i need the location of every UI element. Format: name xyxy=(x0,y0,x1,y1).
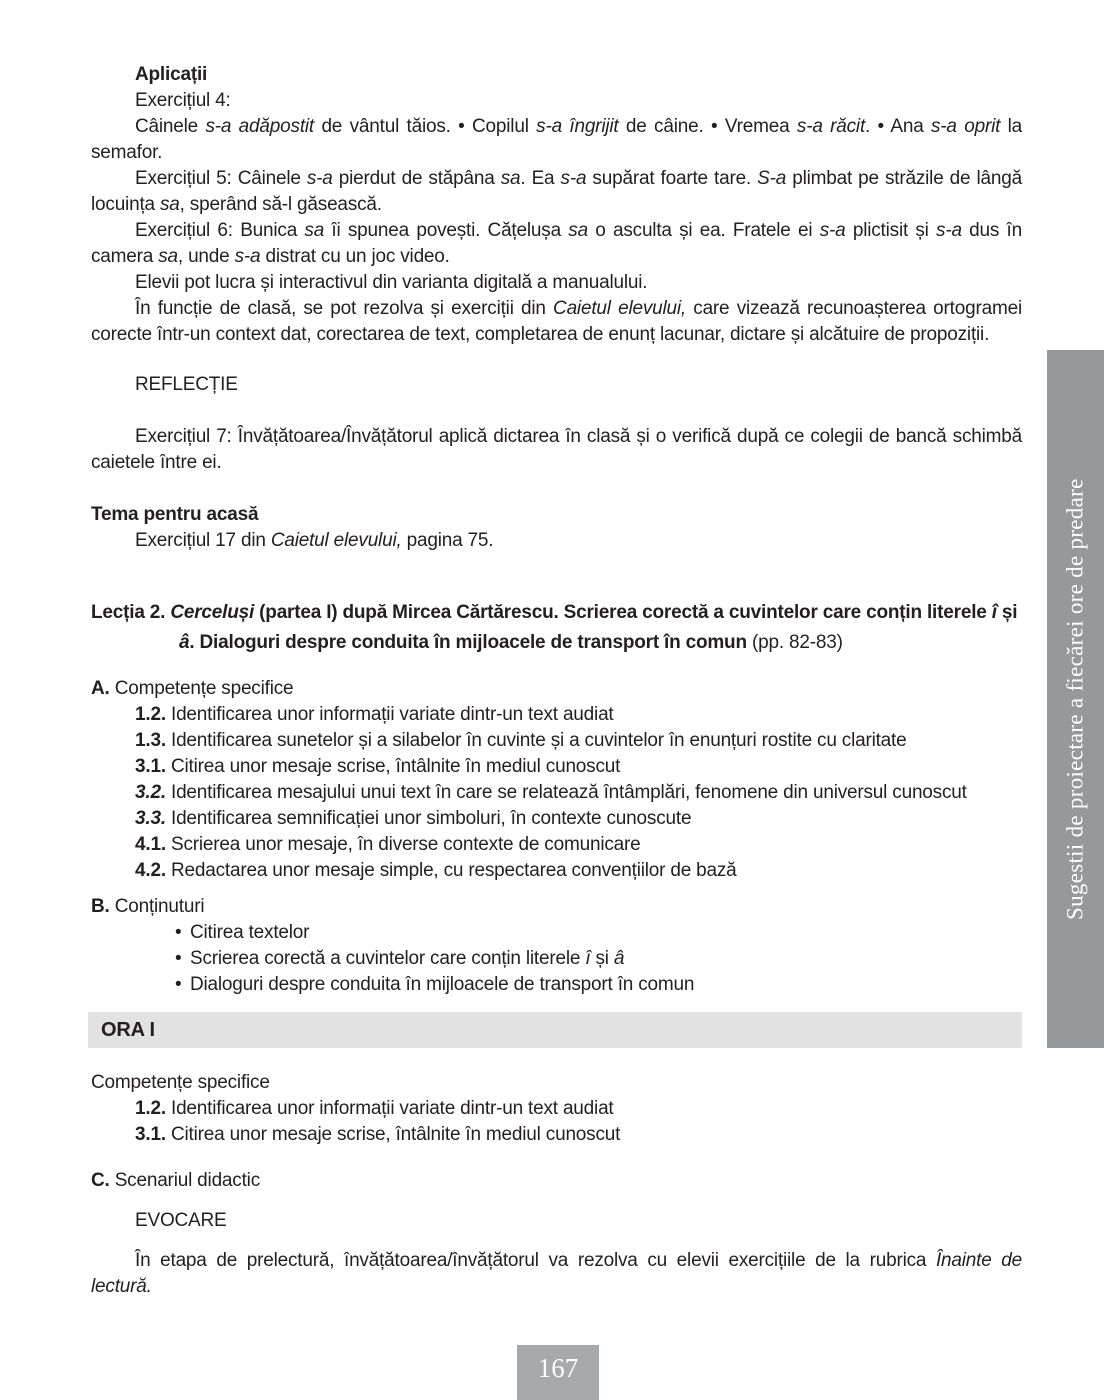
competence-item: 3.1. Citirea unor mesaje scrise, întâlnite în mediul cunoscut xyxy=(135,1124,621,1145)
paragraph-exercise-17: Exercițiul 17 din Caietul elevului, pagina 75. xyxy=(135,530,494,551)
heading-section-b: B. Conținuturi xyxy=(91,896,205,917)
bullet-text: Scrierea corectă a cuvintelor care conțin literele î și â xyxy=(190,948,625,969)
content-bullet-item xyxy=(91,920,1022,946)
paragraph-exercise-7: Exercițiul 7: Învățătoarea/Învățătorul aplică dictarea în clasă și o verifică după ce colegii de bancă schimbă caietele între ei. xyxy=(91,426,1022,473)
bullet-icon: • xyxy=(175,948,182,969)
sidebar-section-label: Sugestii de proiectare a fiecărei ore de predare xyxy=(1062,478,1088,920)
heading-reflectie: REFLECȚIE xyxy=(135,374,238,395)
competence-item: 3.2. Identificarea mesajului unui text în care se relatează întâmplări, fenomene din universul cunoscut xyxy=(135,782,967,803)
page-number-box xyxy=(517,1345,599,1400)
heading-section-c: C. Scenariul didactic xyxy=(91,1170,260,1191)
document-body xyxy=(91,62,1022,1300)
competence-item: 1.2. Identificarea unor informații variate dintr-un text audiat xyxy=(135,1098,614,1119)
ora-1-label: ORA I xyxy=(101,1019,155,1041)
paragraph-exercise-5: Exercițiul 5: Câinele s-a pierdut de stăpâna sa. Ea s-a supărat foarte tare. S-a plimbat pe străzile de lângă locuința sa, sperând să-l găsească. xyxy=(91,168,1022,215)
paragraph-digital-manual: Elevii pot lucra și interactivul din varianta digitală a manualului. xyxy=(135,272,648,293)
competence-item: 1.3. Identificarea sunetelor și a silabelor în cuvinte și a cuvintelor în enunțuri rostite cu claritate xyxy=(135,730,907,751)
content-bullet-item xyxy=(91,972,1022,998)
paragraph-exercise-6: Exercițiul 6: Bunica sa îi spunea povești. Cățelușa sa o asculta și ea. Fratele ei s-a plictisit și s-a dus în camera sa, unde s-a distrat cu un joc video. xyxy=(91,220,1022,267)
paragraph-exercise-4-sentences: Câinele s-a adăpostit de vântul tăios. • Copilul s-a îngrijit de câine. • Vremea s-a răcit. • Ana s-a oprit la semafor. xyxy=(91,116,1022,163)
bullet-icon: • xyxy=(175,974,182,995)
bullet-text: Dialoguri despre conduita în mijloacele de transport în comun xyxy=(190,974,695,995)
paragraph-exercise-4-label: Exercițiul 4: xyxy=(135,90,231,111)
bullet-icon: • xyxy=(175,922,182,943)
competence-item: 3.3. Identificarea semnificației unor simboluri, în contexte cunoscute xyxy=(135,808,692,829)
paragraph-caietul-elevului: În funcție de clasă, se pot rezolva și exerciții din Caietul elevului, care vizează recunoașterea ortogramei corecte într-un context dat, corectarea de text, completarea de enunț lacunar, dictare și alcătuire de propoziții. xyxy=(91,298,1022,345)
heading-tema-pentru-acasa: Tema pentru acasă xyxy=(91,504,259,525)
competence-item: 1.2. Identificarea unor informații variate dintr-un text audiat xyxy=(135,704,614,725)
page-number: 167 xyxy=(537,1353,579,1383)
heading-aplicatii: Aplicații xyxy=(135,64,208,85)
sidebar-section-tab xyxy=(1047,350,1104,1048)
content-bullet-item xyxy=(91,946,1022,972)
competence-item: 3.1. Citirea unor mesaje scrise, întâlnite în mediul cunoscut xyxy=(135,756,621,777)
paragraph-prelectura: În etapa de prelectură, învățătoarea/învățătorul va rezolva cu elevii exercițiile de la rubrica Înainte de lectură. xyxy=(91,1250,1022,1297)
heading-ora1-competente: Competențe specifice xyxy=(91,1072,270,1093)
bullet-text: Citirea textelor xyxy=(190,922,310,943)
heading-evocare: EVOCARE xyxy=(135,1210,227,1231)
ora-1-section-bar xyxy=(88,1012,1022,1048)
competence-item: 4.1. Scrierea unor mesaje, în diverse contexte de comunicare xyxy=(135,834,641,855)
heading-section-a: A. Competențe specifice xyxy=(91,678,294,699)
heading-lectia-2: Lecția 2. Cerceluși (partea I) după Mircea Cărtărescu. Scrierea corectă a cuvintelor care conțin literele î și â. Dialoguri despre conduita în mijloacele de transport în comun (pp. 82-83) xyxy=(91,602,1018,653)
competence-item: 4.2. Redactarea unor mesaje simple, cu respectarea convențiilor de bază xyxy=(135,860,737,881)
